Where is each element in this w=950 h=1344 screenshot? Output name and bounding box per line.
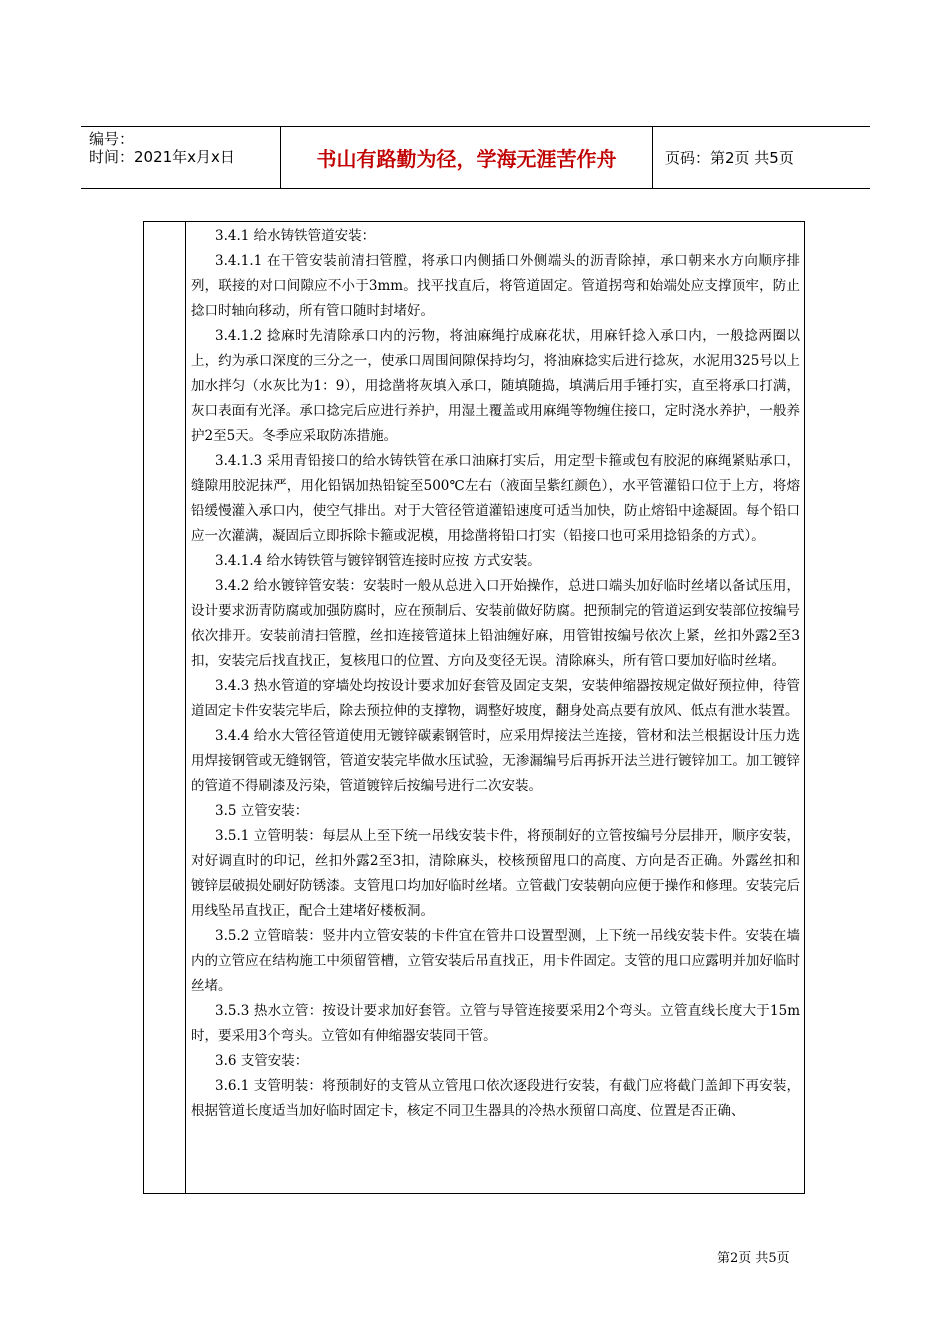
header-meta (81, 127, 281, 188)
paragraph: 3.4.1.4 给水铸铁管与镀锌钢管连接时应按 方式安装。 (215, 553, 541, 569)
paragraph: 3.6.1 支管明装：将预制好的支管从立管甩口依次逐段进行安装，有截门应将截门盖卸下再安装，根据管道长度适当加好临时固定卡，核定不同卫生器具的冷热水预留口高度、位置是否正确、 (191, 1078, 800, 1119)
paragraph: 3.5 立管安装： (215, 803, 309, 819)
document-date: 时间：2021年x月x日 (89, 148, 235, 166)
paragraph: 3.4.3 热水管道的穿墙处均按设计要求加好套管及固定支架，安装伸缩器按规定做好预拉伸，待管道固定卡件安装完毕后，除去预拉伸的支撑物，调整好坡度，翻身处高点要有放风、低点有泄水装置。 (191, 678, 800, 719)
header-motto: 书山有路勤为径，学海无涯苦作舟 (281, 127, 653, 188)
document-number-label: 编号： (89, 130, 135, 148)
paragraph: 3.4.1.1 在干管安装前清扫管膛，将承口内侧插口外侧端头的沥青除掉，承口朝来水方向顺序排列，联接的对口间隙应不小于3mm。找平找直后，将管道固定。管道拐弯和始端处应支撑顶牢，防止捻口时轴向移动，所有管口随时封堵好。 (191, 253, 800, 319)
page-header (81, 126, 870, 189)
paragraph: 3.4.1.2 捻麻时先清除承口内的污物，将油麻绳拧成麻花状，用麻钎捻入承口内，一般捻两圈以上，约为承口深度的三分之一，使承口周围间隙保持均匀，将油麻捻实后进行捻灰，水泥用325号以上加水拌匀（水灰比为1：9），用捻凿将灰填入承口，随填随捣，填满后用手锤打实，直至将承口打满，灰口表面有光泽。承口捻完后应进行养护，用湿土覆盖或用麻绳等物缠住接口，定时浇水养护，一般养护2至5天。冬季应采取防冻措施。 (191, 328, 800, 444)
content-table (143, 221, 805, 1194)
header-page-indicator (653, 127, 870, 188)
paragraph: 3.5.2 立管暗装：竖井内立管安装的卡件宜在管井口设置型测，上下统一吊线安装卡件。安装在墙内的立管应在结构施工中须留管槽，立管安装后吊直找正，用卡件固定。支管的甩口应露明并加好临时丝堵。 (191, 928, 800, 994)
paragraph: 3.4.2 给水镀锌管安装：安装时一般从总进入口开始操作，总进口端头加好临时丝堵以备试压用，设计要求沥青防腐或加强防腐时，应在预制后、安装前做好防腐。把预制完的管道运到安装部位按编号依次排开。安装前清扫管膛，丝扣连接管道抹上铅油缠好麻，用管钳按编号依次上紧，丝扣外露2至3扣，安装完后找直找正，复核甩口的位置、方向及变径无误。清除麻头，所有管口要加好临时丝堵。 (191, 578, 800, 669)
table-content-cell (187, 222, 804, 1124)
paragraph: 3.5.3 热水立管：按设计要求加好套管。立管与导管连接要采用2个弯头。立管直线长度大于15m时，要采用3个弯头。立管如有伸缩器安装同干管。 (191, 1003, 800, 1044)
header-page-label: 页码：第2页 共5页 (665, 149, 794, 167)
paragraph: 3.4.1 给水铸铁管道安装： (215, 228, 376, 244)
paragraph: 3.4.1.3 采用青铅接口的给水铸铁管在承口油麻打实后，用定型卡箍或包有胶泥的麻绳紧贴承口，缝隙用胶泥抹严，用化铅锅加热铅锭至500℃左右（液面呈紫红颜色），水平管灌铅口位于上方，将熔铅缓慢灌入承口内，使空气排出。对于大管径管道灌铅速度可适当加快，防止熔铅中途凝固。每个铅口应一次灌满，凝固后立即拆除卡箍或泥模，用捻凿将铅口打实（铅接口也可采用捻铅条的方式）。 (191, 453, 800, 544)
paragraph: 3.4.4 给水大管径管道使用无镀锌碳素钢管时，应采用焊接法兰连接，管材和法兰根据设计压力选用焊接钢管或无缝钢管，管道安装完毕做水压试验，无渗漏编号后再拆开法兰进行镀锌加工。加工镀锌的管道不得刷漆及污染，管道镀锌后按编号进行二次安装。 (191, 728, 800, 794)
page-footer: 第2页 共5页 (717, 1251, 790, 1266)
table-left-column (144, 222, 186, 1193)
paragraph: 3.5.1 立管明装：每层从上至下统一吊线安装卡件，将预制好的立管按编号分层排开，顺序安装，对好调直时的印记，丝扣外露2至3扣，清除麻头，校核预留甩口的高度、方向是否正确。外露丝扣和镀锌层破损处刷好防锈漆。支管甩口均加好临时丝堵。立管截门安装朝向应便于操作和修理。安装完后用线坠吊直找正，配合土建堵好楼板洞。 (191, 828, 800, 919)
paragraph: 3.6 支管安装： (215, 1053, 309, 1069)
